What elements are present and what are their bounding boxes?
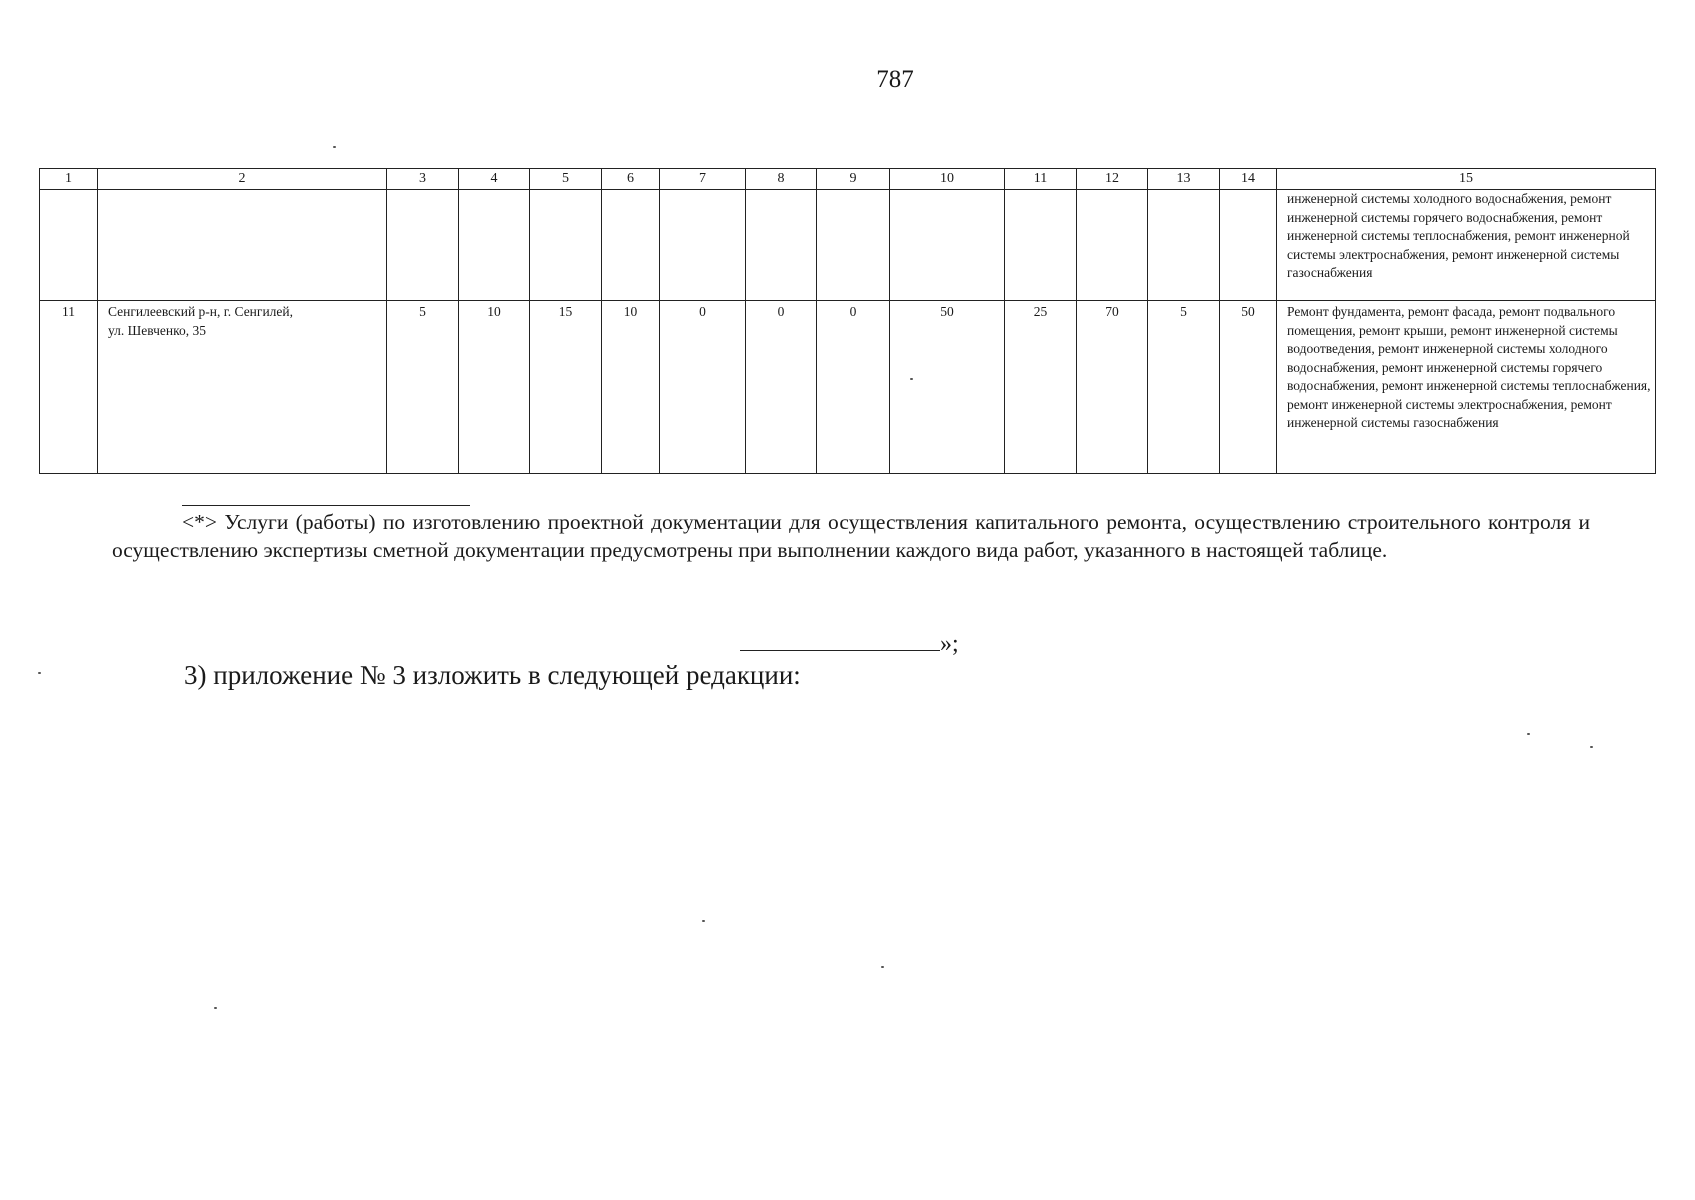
address-cell [98, 301, 387, 474]
table-cell [1220, 190, 1277, 301]
table-cell [40, 190, 98, 301]
column-header: 3 [387, 169, 459, 190]
table-cell [746, 190, 817, 301]
row-number: 11 [40, 301, 98, 474]
page-number: 787 [876, 66, 914, 93]
address-line: ул. Шевченко, 35 [108, 322, 206, 338]
table-cell [1148, 190, 1220, 301]
address-line: Сенгилеевский р-н, г. Сенгилей, [108, 304, 293, 319]
column-header: 13 [1148, 169, 1220, 190]
column-header: 7 [660, 169, 746, 190]
table-cell [459, 190, 530, 301]
scan-speck [333, 146, 336, 148]
table-cell [660, 190, 746, 301]
table-cell [1005, 190, 1077, 301]
column-header: 15 [1277, 169, 1656, 190]
column-header: 4 [459, 169, 530, 190]
table-row [40, 301, 1656, 474]
column-header: 14 [1220, 169, 1277, 190]
column-header: 9 [817, 169, 890, 190]
column-header: 6 [602, 169, 660, 190]
scan-speck [702, 920, 705, 922]
value-cell: 0 [660, 301, 746, 474]
scan-speck [910, 378, 913, 380]
instruction-text: 3) приложение № 3 изложить в следующей редакции: [184, 660, 801, 690]
footnote: <*> Услуги (работы) по изготовлению проектной документации для осуществления капитального ремонта, осуществлению строительного контроля и осуществлению экспертизы сметной документации предусмотрены при выполнении каждого вида работ, указанного в настоящей таблице. [112, 510, 1590, 562]
value-cell: 70 [1077, 301, 1148, 474]
scan-speck [214, 1007, 217, 1009]
column-header: 12 [1077, 169, 1148, 190]
column-header: 11 [1005, 169, 1077, 190]
table-row-continuation [40, 190, 1656, 301]
signature-rule [740, 630, 940, 651]
table-header-row [40, 169, 1656, 190]
closing-mark: »; [940, 631, 959, 657]
closing-line [740, 630, 959, 658]
footnote-separator [182, 505, 470, 506]
table-cell [387, 190, 459, 301]
table-cell [890, 190, 1005, 301]
value-cell: 0 [817, 301, 890, 474]
works-table [39, 168, 1656, 474]
value-cell: 0 [746, 301, 817, 474]
works-description: инженерной системы холодного водоснабжения, ремонт инженерной системы горячего водоснабжения, ремонт инженерной системы теплоснабжения, ремонт инженерной системы электроснабжения, ремонт инженерной системы газоснабжения [1277, 190, 1656, 301]
column-header: 8 [746, 169, 817, 190]
column-header: 5 [530, 169, 602, 190]
value-cell: 10 [459, 301, 530, 474]
value-cell: 50 [1220, 301, 1277, 474]
table-cell [98, 190, 387, 301]
scan-speck [1527, 733, 1530, 735]
scan-speck [881, 966, 884, 968]
column-header: 2 [98, 169, 387, 190]
value-cell: 25 [1005, 301, 1077, 474]
scan-speck [1590, 746, 1593, 748]
value-cell: 15 [530, 301, 602, 474]
value-cell: 5 [1148, 301, 1220, 474]
value-cell: 10 [602, 301, 660, 474]
table-cell [1077, 190, 1148, 301]
value-cell: 50 [890, 301, 1005, 474]
value-cell: 5 [387, 301, 459, 474]
works-description: Ремонт фундамента, ремонт фасада, ремонт подвального помещения, ремонт крыши, ремонт инженерной системы водоотведения, ремонт инженерной системы холодного водоснабжения, ремонт инженерной системы горячего водоснабжения, ремонт инженерной системы теплоснабжения, ремонт инженерной системы электроснабжения, ремонт инженерной системы газоснабжения [1277, 301, 1656, 474]
table-cell [530, 190, 602, 301]
table-cell [817, 190, 890, 301]
column-header: 1 [40, 169, 98, 190]
scan-speck [38, 672, 41, 674]
table-cell [602, 190, 660, 301]
column-header: 10 [890, 169, 1005, 190]
